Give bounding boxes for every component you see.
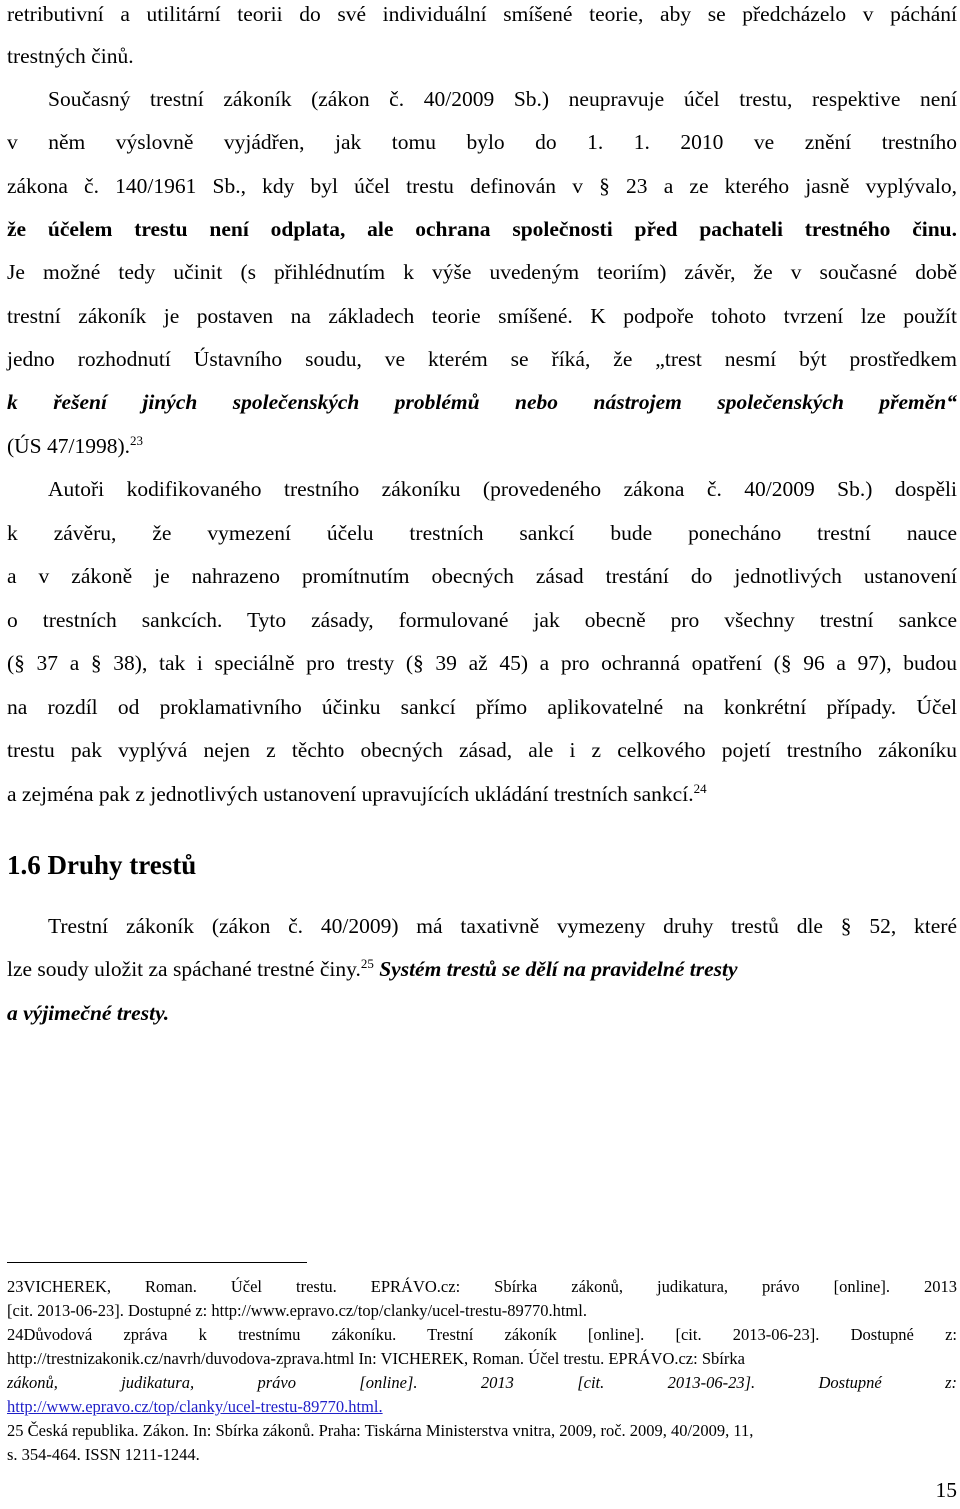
footnote-25-cont: s. 354-464. ISSN 1211-1244. [7, 1445, 200, 1464]
body-line: (§ 37 a § 38), tak i speciálně pro tresty (§ 39 až 45) a pro ochranná opatření (§ 96 a 97), budou [7, 651, 957, 675]
body-text: a zejména pak z jednotlivých ustanovení upravujících ukládání trestních sankcí. [7, 782, 694, 806]
footnote-ref-25[interactable]: 25 [360, 955, 374, 971]
body-line: trestu pak vyplývá nejen z těchto obecných zásad, ale i z celkového pojetí trestního zákoníku [7, 738, 957, 762]
body-line: Je možné tedy učinit (s přihlédnutím k výše uvedeným teoriím) závěr, že v současné době [7, 260, 957, 284]
body-line: a v zákoně je nahrazeno promítnutím obecných zásad trestání do jednotlivých ustanovení [7, 564, 957, 588]
body-line [7, 780, 957, 808]
body-line: zákona č. 140/1961 Sb., kdy byl účel trestu definován v § 23 a ze kterého jasně vyplývalo, [7, 174, 957, 198]
court-quote-line: k řešení jiných společenských problémů nebo nástrojem společenských přeměn“ [7, 390, 957, 414]
citation-text: (ÚS 47/1998). [7, 434, 131, 458]
body-text: lze soudy uložit za spáchané trestné činy. [7, 957, 361, 981]
body-line: Trestní zákoník (zákon č. 40/2009) má taxativně vymezeny druhy trestů dle § 52, které [48, 914, 957, 938]
body-line: o trestních sankcích. Tyto zásady, formulované jak obecně pro všechny trestní sankce [7, 608, 957, 632]
footnote-24: 24Důvodová zpráva k trestnímu zákoníku. Trestní zákoník [online]. [cit. 2013-06-23]. Dostupné z: [7, 1325, 957, 1344]
footnote-24-cont: zákonů, judikatura, právo [online]. 2013 [cit. 2013-06-23]. Dostupné z: [7, 1373, 957, 1392]
body-line: trestní zákoník je postaven na základech teorie smíšené. K podpoře tohoto tvrzení lze použít [7, 304, 957, 328]
body-line-emphasis: a výjimečné tresty. [7, 1001, 170, 1025]
body-line: na rozdíl od proklamativního účinku sankcí přímo aplikovatelné na konkrétní případy. Účel [7, 695, 957, 719]
body-line: v něm výslovně vyjádřen, jak tomu bylo do 1. 1. 2010 ve znění trestního [7, 130, 957, 154]
footnote-24-cont: http://trestnizakonik.cz/navrh/duvodova-zprava.html In: VICHEREK, Roman. Účel trestu. EPRÁVO.cz: Sbírka [7, 1349, 745, 1368]
emphasis-text: Systém trestů se dělí na pravidelné tresty [373, 957, 738, 981]
page-number: 15 [935, 1478, 957, 1502]
section-heading: 1.6 Druhy trestů [7, 850, 197, 880]
footnote-25: 25 Česká republika. Zákon. In: Sbírka zákonů. Praha: Tiskárna Ministerstva vnitra, 2009, roč. 2009, 40/2009, 11, [7, 1421, 754, 1440]
body-line: Autoři kodifikovaného trestního zákoníku (provedeného zákona č. 40/2009 Sb.) dospěli [48, 477, 957, 501]
body-line-bold: že účelem trestu není odplata, ale ochrana společnosti před pachateli trestného činu. [7, 217, 957, 241]
footnote-ref-23[interactable]: 23 [130, 432, 144, 448]
footnote-link[interactable]: http://www.epravo.cz/top/clanky/ucel-trestu-89770.html. [7, 1397, 383, 1416]
footnote-separator [7, 1262, 307, 1263]
body-line: k závěru, že vymezení účelu trestních sankcí bude ponecháno trestní nauce [7, 521, 957, 545]
footnote-23-cont: [cit. 2013-06-23]. Dostupné z: http://www.epravo.cz/top/clanky/ucel-trestu-89770.html. [7, 1301, 587, 1320]
body-line: jedno rozhodnutí Ústavního soudu, ve kterém se říká, že „trest nesmí být prostředkem [7, 347, 957, 371]
body-line [7, 955, 957, 983]
body-line [7, 432, 957, 460]
body-line: Současný trestní zákoník (zákon č. 40/2009 Sb.) neupravuje účel trestu, respektive není [48, 87, 957, 111]
body-line: trestných činů. [7, 44, 134, 68]
footnote-ref-24[interactable]: 24 [693, 780, 707, 796]
body-line: retributivní a utilitární teorii do své individuální smíšené teorie, aby se předcházelo v páchání [7, 2, 957, 26]
footnote-23: 23VICHEREK, Roman. Účel trestu. EPRÁVO.cz: Sbírka zákonů, judikatura, právo [online]. 2013 [7, 1277, 957, 1296]
